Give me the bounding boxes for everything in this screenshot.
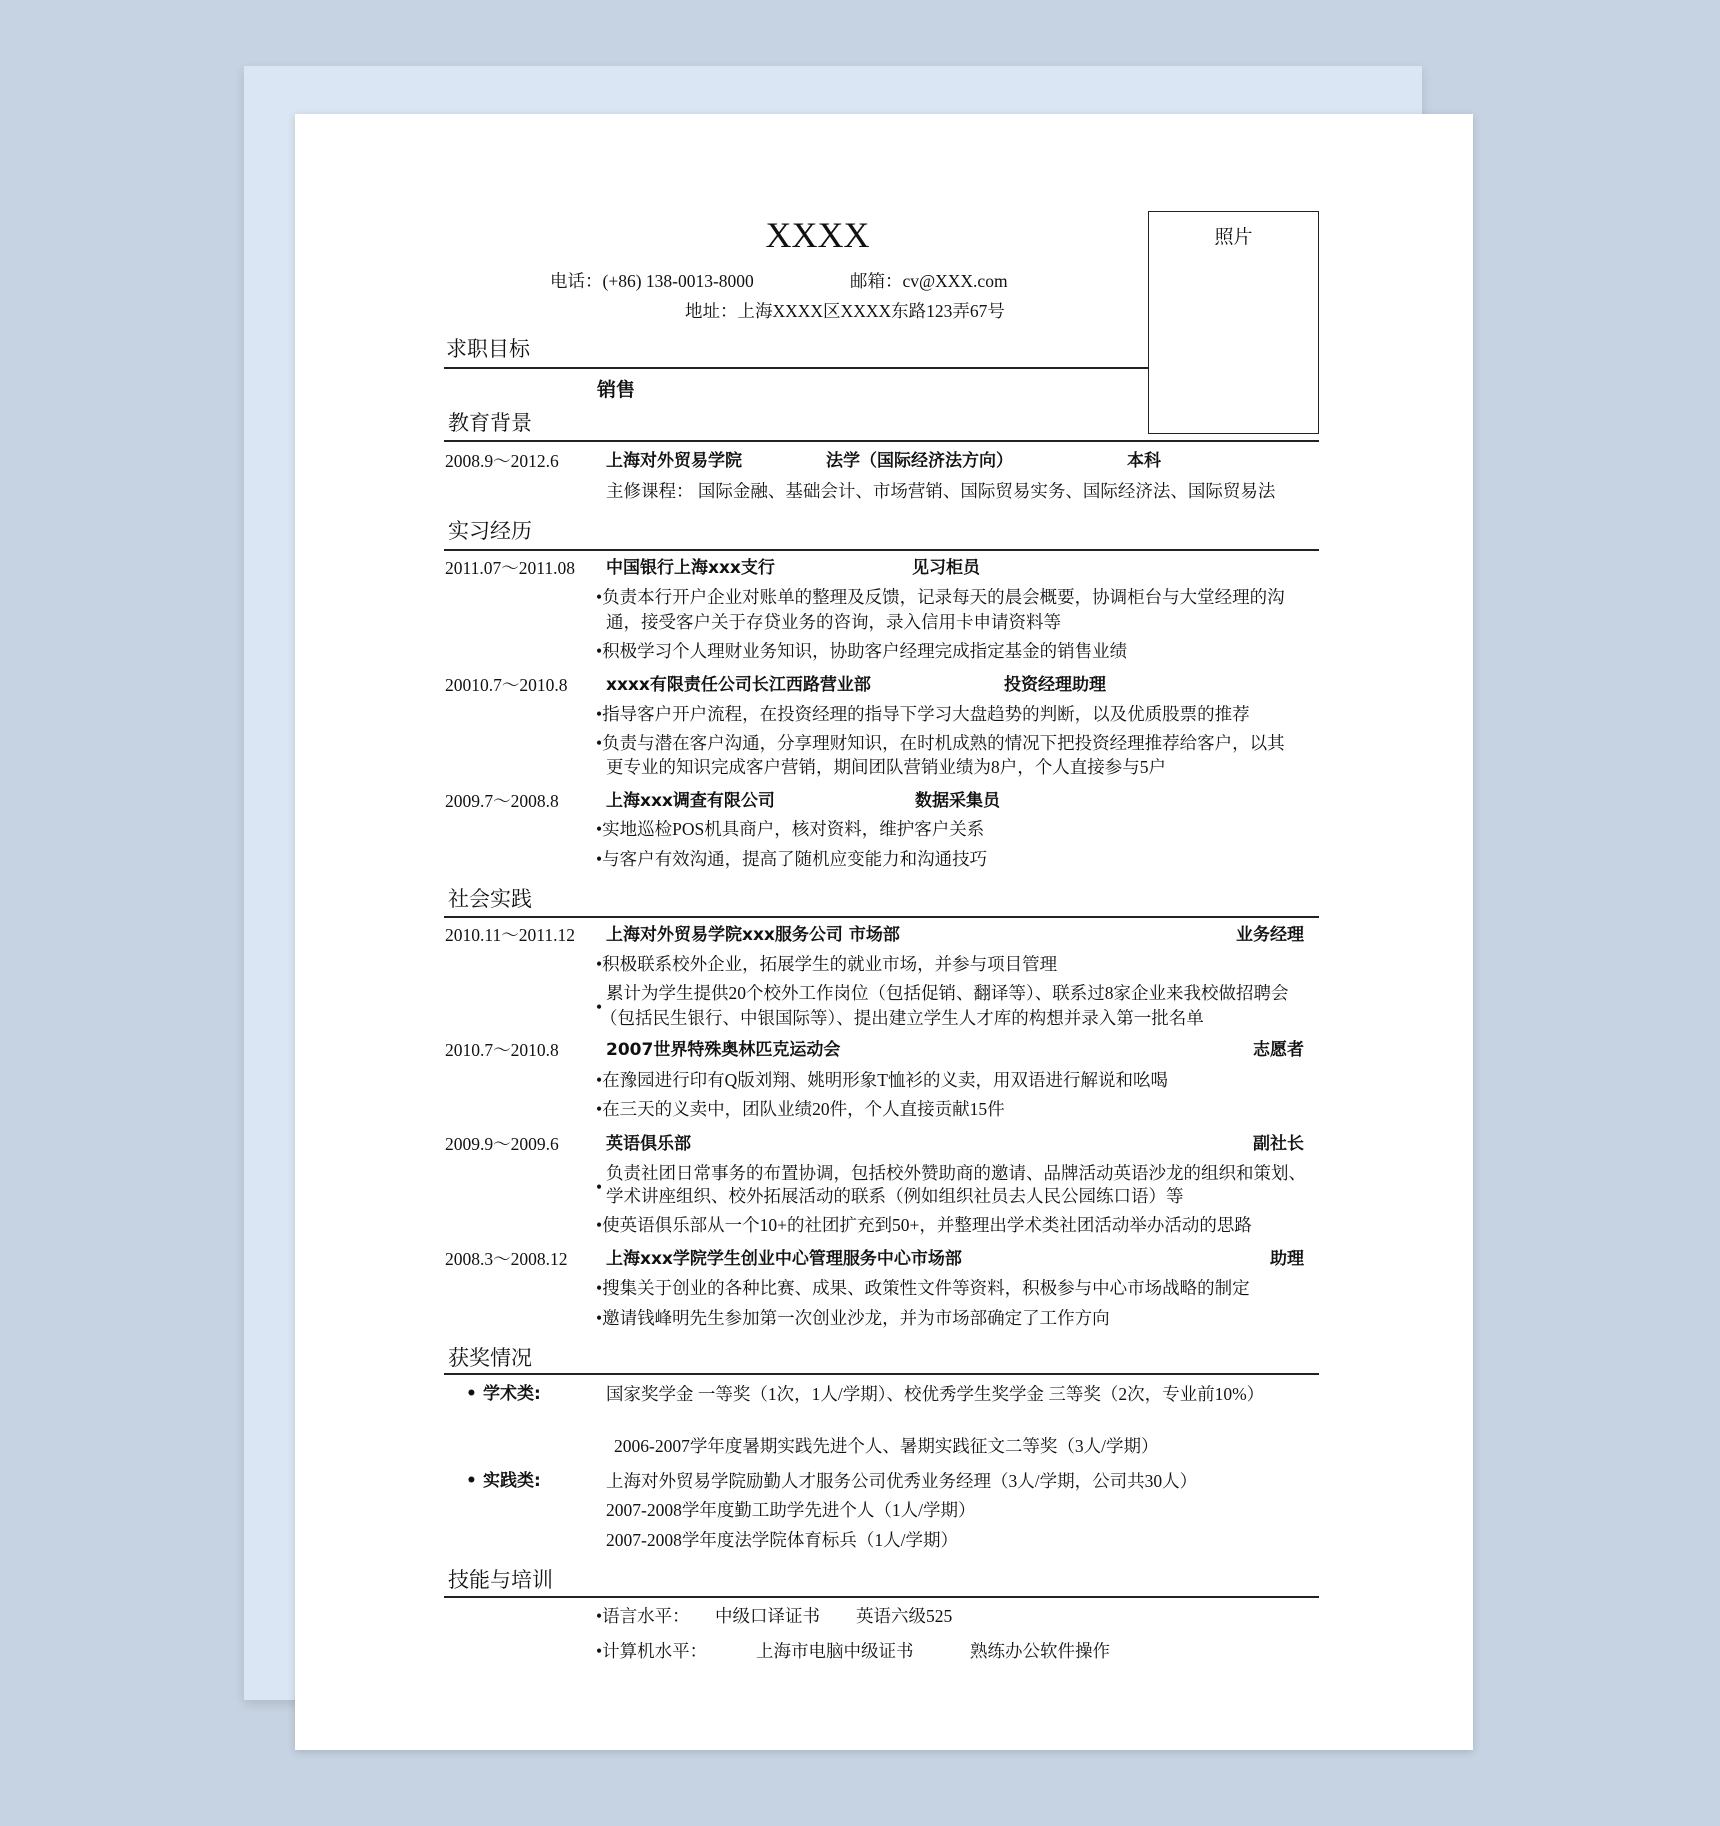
entry-date: 2009.9～2009.6 bbox=[445, 1134, 559, 1154]
entry-bullet: •在三天的义卖中，团队业绩20件，个人直接贡献15件 bbox=[596, 1099, 1005, 1119]
entry-bullet: •使英语俱乐部从一个10+的社团扩充到50+，并整理出学术类社团活动举办活动的思路 bbox=[596, 1215, 1252, 1235]
edu-courses: 主修课程： 国际金融、基础会计、市场营销、国际贸易实务、国际经济法、国际贸易法 bbox=[606, 481, 1276, 501]
divider bbox=[444, 1596, 1319, 1598]
entry-bullet: 累计为学生提供20个校外工作岗位（包括促销、翻译等）、联系过8家企业来我校做招聘会 bbox=[606, 983, 1289, 1003]
divider bbox=[444, 916, 1319, 918]
entry-bullet: •负责本行开户企业对账单的整理及反馈，记录每天的晨会概要，协调柜台与大堂经理的沟 bbox=[596, 587, 1285, 607]
entry-role: 见习柜员 bbox=[912, 558, 980, 578]
divider bbox=[444, 1373, 1319, 1375]
photo-label: 照片 bbox=[1214, 227, 1253, 248]
entry-role: 助理 bbox=[1270, 1249, 1304, 1269]
entry-role: 副社长 bbox=[1253, 1134, 1304, 1154]
award-item: 2007-2008学年度法学院体育标兵（1人/学期） bbox=[606, 1530, 958, 1550]
entry-date: 20010.7～2010.8 bbox=[445, 675, 568, 695]
entry-bullet: •积极联系校外企业，拓展学生的就业市场，并参与项目管理 bbox=[596, 954, 1058, 974]
skill-label: •计算机水平： bbox=[596, 1641, 708, 1661]
entry-org: 英语俱乐部 bbox=[606, 1134, 691, 1154]
section-heading-practice: 社会实践 bbox=[448, 887, 532, 911]
section-heading-education: 教育背景 bbox=[448, 411, 532, 435]
bullet-dot: • bbox=[596, 1177, 603, 1197]
entry-date: 2009.7～2008.8 bbox=[445, 791, 559, 811]
section-heading-internship: 实习经历 bbox=[448, 519, 532, 543]
entry-bullet: •负责与潜在客户沟通，分享理财知识，在时机成熟的情况下把投资经理推荐给客户，以其 bbox=[596, 733, 1285, 753]
bullet-dot: • bbox=[466, 1471, 477, 1491]
award-item: 国家奖学金 一等奖（1次，1人/学期）、校优秀学生奖学金 三等奖（2次，专业前10%） bbox=[606, 1384, 1265, 1404]
skill-label: •语言水平： bbox=[596, 1606, 690, 1626]
entry-role: 业务经理 bbox=[1236, 925, 1304, 945]
entry-date: 2010.7～2010.8 bbox=[445, 1040, 559, 1060]
bullet-dot: • bbox=[596, 997, 603, 1017]
entry-org: 中国银行上海xxx支行 bbox=[606, 558, 775, 578]
entry-org: 上海对外贸易学院xxx服务公司 市场部 bbox=[606, 925, 900, 945]
entry-org: 上海xxx学院学生创业中心管理服务中心市场部 bbox=[606, 1249, 962, 1269]
edu-school: 上海对外贸易学院 bbox=[606, 451, 742, 471]
entry-bullet: •与客户有效沟通，提高了随机应变能力和沟通技巧 bbox=[596, 849, 988, 869]
bullet-dot: • bbox=[466, 1384, 477, 1404]
entry-date: 2008.3～2008.12 bbox=[445, 1249, 568, 1269]
entry-org: 上海xxx调查有限公司 bbox=[606, 791, 775, 811]
entry-role: 数据采集员 bbox=[915, 791, 1000, 811]
entry-bullet: •实地巡检POS机具商户，核对资料，维护客户关系 bbox=[596, 819, 985, 839]
photo-box bbox=[1148, 211, 1319, 434]
section-heading-objective: 求职目标 bbox=[446, 337, 530, 361]
section-heading-skills: 技能与培训 bbox=[448, 1568, 553, 1592]
entry-bullet: •指导客户开户流程，在投资经理的指导下学习大盘趋势的判断，以及优质股票的推荐 bbox=[596, 704, 1250, 724]
entry-bullet: 通，接受客户关于存贷业务的咨询，录入信用卡申请资料等 bbox=[606, 612, 1061, 632]
entry-bullet: •搜集关于创业的各种比赛、成果、政策性文件等资料，积极参与中心市场战略的制定 bbox=[596, 1278, 1250, 1298]
skill-item: 上海市电脑中级证书 bbox=[756, 1641, 914, 1661]
edu-major: 法学（国际经济法方向） bbox=[826, 451, 1013, 471]
entry-bullet: （包括民生银行、中银国际等）、提出建立学生人才库的构想并录入第一批名单 bbox=[600, 1008, 1204, 1028]
entry-org: 2007世界特殊奥林匹克运动会 bbox=[606, 1040, 841, 1060]
award-category: 实践类: bbox=[483, 1471, 541, 1491]
skill-item: 英语六级525 bbox=[856, 1606, 953, 1626]
address: 地址：上海XXXX区XXXX东路123弄67号 bbox=[685, 301, 1005, 321]
entry-bullet: •在豫园进行印有Q版刘翔、姚明形象T恤衫的义卖，用双语进行解说和吆喝 bbox=[596, 1070, 1168, 1090]
entry-bullet: •邀请钱峰明先生参加第一次创业沙龙，并为市场部确定了工作方向 bbox=[596, 1308, 1110, 1328]
entry-bullet: 负责社团日常事务的布置协调，包括校外赞助商的邀请、品牌活动英语沙龙的组织和策划、 bbox=[606, 1163, 1306, 1183]
entry-bullet: 更专业的知识完成客户营销，期间团队营销业绩为8户，个人直接参与5户 bbox=[606, 757, 1166, 777]
candidate-name: XXXX bbox=[765, 215, 870, 255]
entry-role: 投资经理助理 bbox=[1004, 675, 1106, 695]
award-item: 2007-2008学年度勤工助学先进个人（1人/学期） bbox=[606, 1500, 976, 1520]
entry-org: xxxx有限责任公司长江西路营业部 bbox=[606, 675, 871, 695]
divider bbox=[444, 549, 1319, 551]
skill-item: 熟练办公软件操作 bbox=[970, 1641, 1110, 1661]
entry-bullet: •积极学习个人理财业务知识，协助客户经理完成指定基金的销售业绩 bbox=[596, 641, 1128, 661]
objective-value: 销售 bbox=[597, 379, 636, 401]
entry-date: 2010.11～2011.12 bbox=[445, 925, 575, 945]
edu-date: 2008.9～2012.6 bbox=[445, 451, 559, 471]
award-item: 上海对外贸易学院励勤人才服务公司优秀业务经理（3人/学期，公司共30人） bbox=[606, 1471, 1198, 1491]
skill-item: 中级口译证书 bbox=[715, 1606, 820, 1626]
section-heading-awards: 获奖情况 bbox=[448, 1346, 532, 1370]
entry-bullet: 学术讲座组织、校外拓展活动的联系（例如组织社员去人民公园练口语）等 bbox=[606, 1186, 1184, 1206]
award-item: 2006-2007学年度暑期实践先进个人、暑期实践征文二等奖（3人/学期） bbox=[614, 1436, 1159, 1456]
award-category: 学术类: bbox=[483, 1384, 541, 1404]
divider bbox=[444, 440, 1319, 442]
edu-degree: 本科 bbox=[1127, 451, 1161, 471]
email: 邮箱：cv@XXX.com bbox=[850, 271, 1008, 291]
divider bbox=[444, 367, 1148, 369]
phone: 电话：(+86) 138-0013-8000 bbox=[550, 271, 754, 291]
entry-role: 志愿者 bbox=[1253, 1040, 1304, 1060]
entry-date: 2011.07～2011.08 bbox=[445, 558, 575, 578]
